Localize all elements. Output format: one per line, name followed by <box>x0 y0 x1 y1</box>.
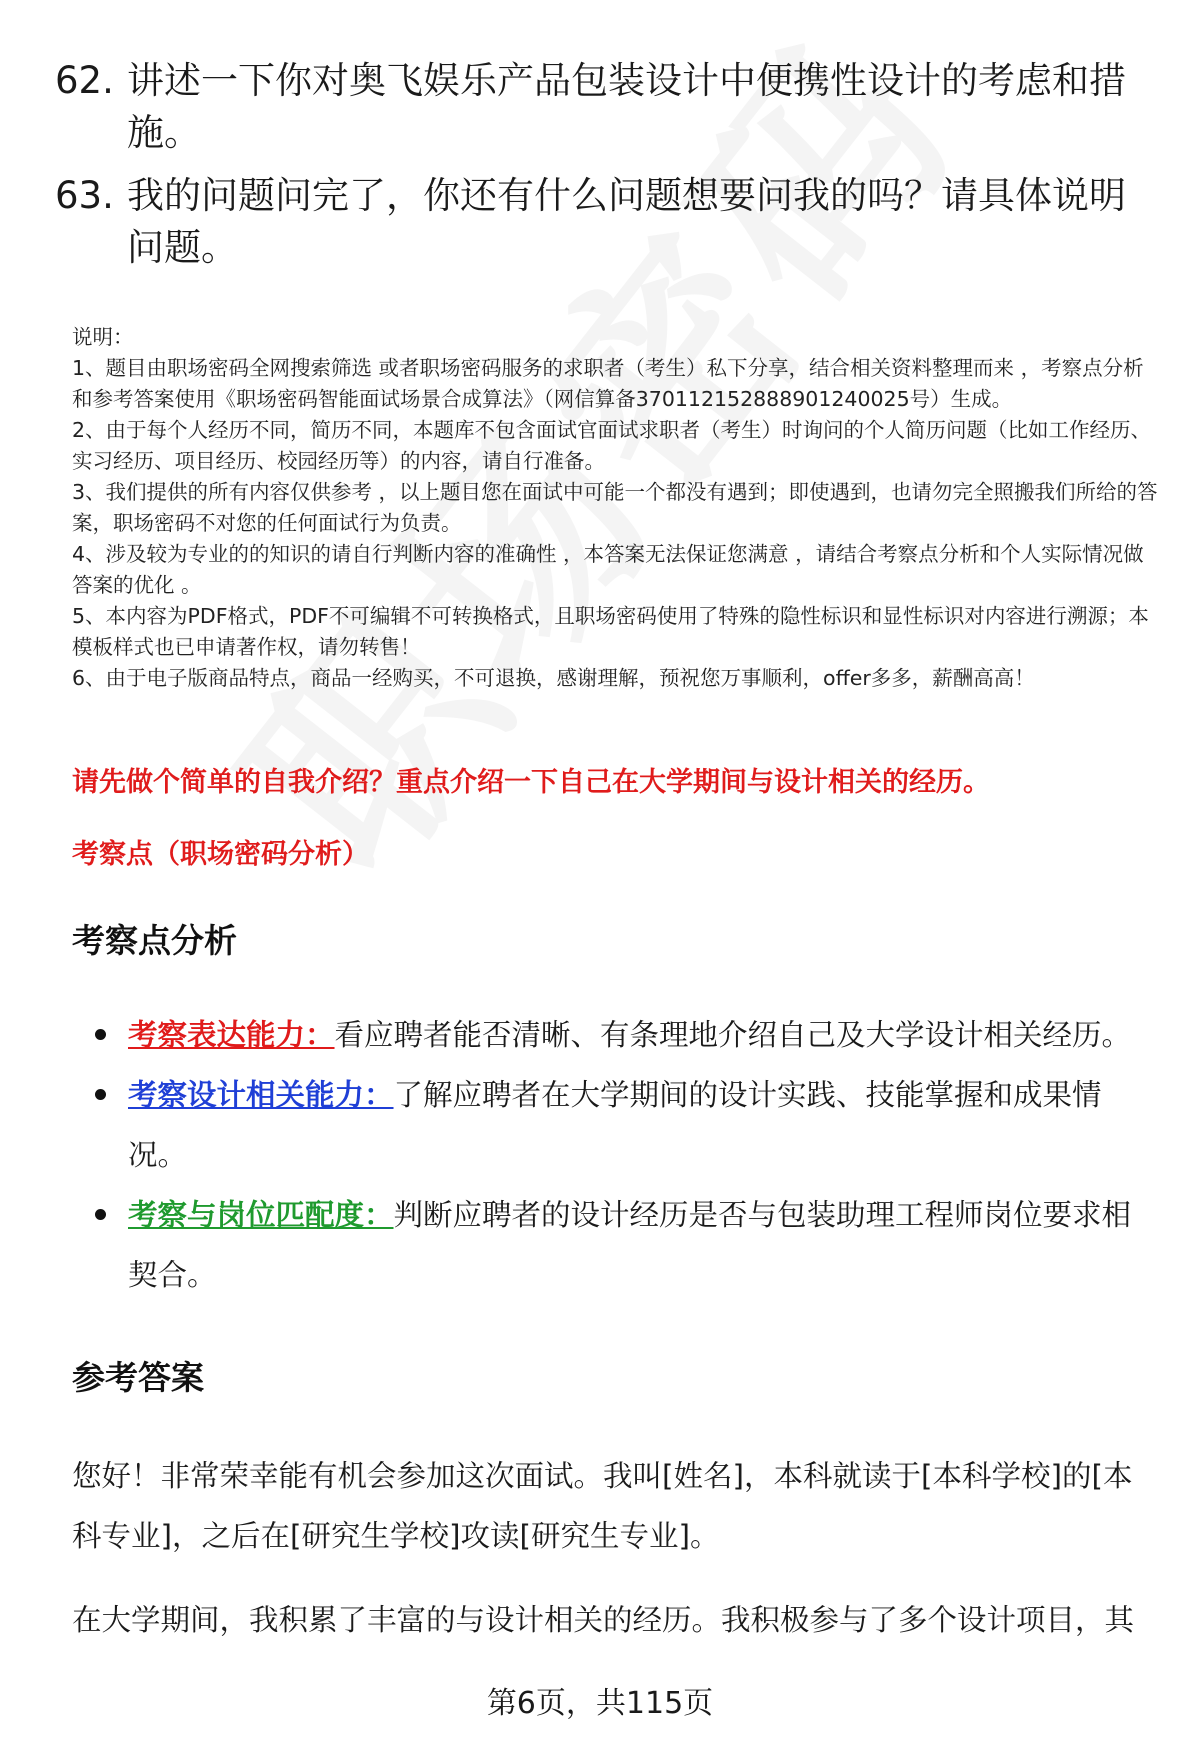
note-item: 2、由于每个人经历不同，简历不同，本题库不包含面试官面试求职者（考生）时询问的个人简历问题（比如工作经历、实习经历、项目经历、校园经历等）的内容，请自行准备。 <box>72 418 1152 473</box>
analysis-heading: 考察点分析 <box>72 921 237 960</box>
bullet-item <box>95 1185 1150 1305</box>
question-text: 我的问题问完了，你还有什么问题想要问我的吗？请具体说明问题。 <box>127 174 1126 269</box>
bullet-text: 判断应聘者的设计经历是否与包装助理工程师岗位要求相契合。 <box>128 1198 1132 1292</box>
note-item: 5、本内容为PDF格式，PDF不可编辑不可转换格式，且职场密码使用了特殊的隐性标识和显性标识对内容进行溯源；本模板样式也已申请著作权，请勿转售！ <box>72 604 1149 659</box>
answer-paragraph: 您好！非常荣幸能有机会参加这次面试。我叫[姓名]，本科就读于[本科学校]的[本科专业]，之后在[研究生学校]攻读[研究生专业]。 <box>72 1459 1133 1553</box>
question-text: 讲述一下你对奥飞娱乐产品包装设计中便携性设计的考虑和措施。 <box>127 59 1126 154</box>
notes-title: 说明： <box>72 325 134 349</box>
interview-question-title: 请先做个简单的自我介绍？重点介绍一下自己在大学期间与设计相关的经历。 <box>72 767 990 798</box>
notes-block <box>72 322 1162 694</box>
note-item: 6、由于电子版商品特点，商品一经购买，不可退换，感谢理解，预祝您万事顺利，offer多多，薪酬高高！ <box>72 666 1035 690</box>
note-item: 1、题目由职场密码全网搜索筛选 或者职场密码服务的求职者（考生）私下分享，结合相关资料整理而来 ，考察点分析和参考答案使用《职场密码智能面试场景合成算法》（网信算备370112152888901240025号）生成。 <box>72 356 1144 411</box>
question-63 <box>55 170 1155 274</box>
question-number: 63. <box>55 174 114 217</box>
page-number: 第6页，共115页 <box>486 1686 714 1721</box>
note-item: 4、涉及较为专业的的知识的请自行判断内容的准确性 ，本答案无法保证您满意 ，请结合考察点分析和个人实际情况做答案的优化 。 <box>72 542 1144 597</box>
note-item: 3、我们提供的所有内容仅供参考 ，以上题目您在面试中可能一个都没有遇到；即使遇到，也请勿完全照搬我们所给的答案，职场密码不对您的任何面试行为负责。 <box>72 480 1158 535</box>
bullet-dot-icon <box>95 1089 106 1100</box>
bullet-dot-icon <box>95 1029 106 1040</box>
bullet-item <box>95 1065 1150 1185</box>
answer-heading: 参考答案 <box>72 1358 204 1397</box>
analysis-bullets <box>95 1005 1150 1305</box>
question-number: 62. <box>55 59 114 102</box>
analysis-label: 考察点（职场密码分析） <box>72 839 369 870</box>
bullet-text: 看应聘者能否清晰、有条理地介绍自己及大学设计相关经历。 <box>334 1018 1132 1052</box>
bullet-text: 了解应聘者在大学期间的设计实践、技能掌握和成果情况。 <box>128 1078 1102 1172</box>
question-62 <box>55 55 1155 159</box>
bullet-label: 考察表达能力： <box>128 1018 335 1052</box>
answer-paragraph: 在大学期间，我积累了丰富的与设计相关的经历。我积极参与了多个设计项目，其 <box>72 1603 1135 1637</box>
bullet-label: 考察设计相关能力： <box>128 1078 394 1112</box>
bullet-item <box>95 1005 1150 1065</box>
bullet-dot-icon <box>95 1209 106 1220</box>
bullet-label: 考察与岗位匹配度： <box>128 1198 394 1232</box>
